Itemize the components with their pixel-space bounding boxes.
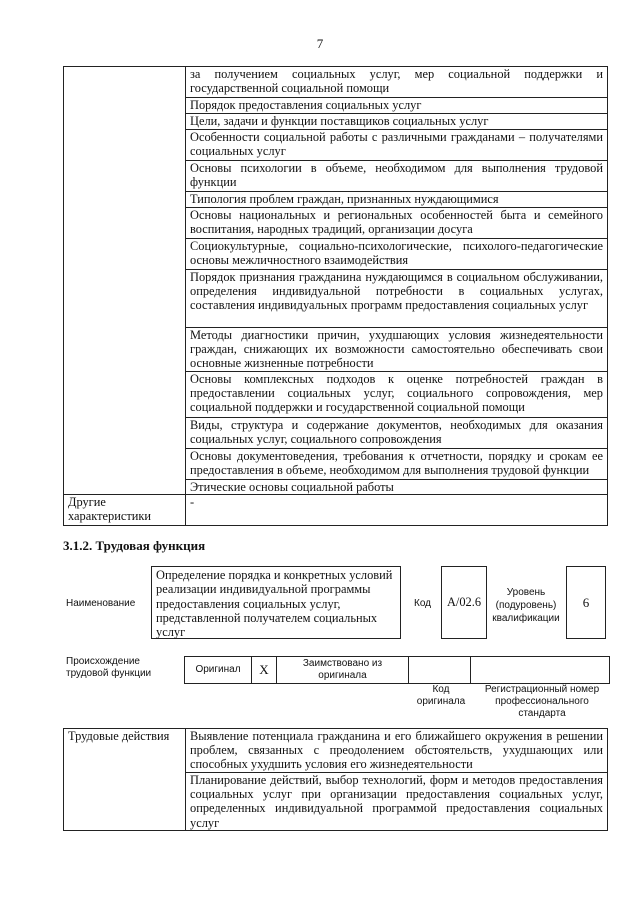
original-cell: Оригинал xyxy=(184,656,252,684)
labor-actions-label: Трудовые действия xyxy=(64,729,186,831)
function-name-box: Определение порядка и конкретных условий реализации индивидуальной программы предоставления социальных услуг, представленной получателем социальных услуг xyxy=(151,566,401,639)
table-row: Выявление потенциала гражданина и его ближайшего окружения в решении проблем, связанных с преодолением обстоятельств, ухудшающих или способных ухудшить условия его жизнедеятельности xyxy=(186,729,608,773)
reg-number-label: Регистрационный номер профессионального стандарта xyxy=(484,684,600,719)
page-number: 7 xyxy=(316,36,324,51)
qualification-level-label: Уровень (подуровень) квалификации xyxy=(492,587,560,624)
table-row: Порядок признания гражданина нуждающимся в социальном обслуживании, определения индивидуальной потребности в социальных услугах, составления индивидуальных программ предоставления социальных услуг xyxy=(186,270,608,328)
table-row: Основы комплексных подходов к оценке потребностей граждан в предоставлении социальных услуг, социального сопровождения, мер социальной поддержки и государственной социальной помощи xyxy=(186,372,608,418)
origin-label xyxy=(66,656,158,680)
table-row: Основы документоведения, требования к отчетности, порядку и срокам ее предоставления в объеме, необходимом для выполнения трудовой функции xyxy=(186,449,608,480)
other-characteristics-value: - xyxy=(186,495,608,526)
table-row: Цели, задачи и функции поставщиков социальных услуг xyxy=(186,114,608,130)
qualification-level-box: 6 xyxy=(566,566,606,639)
knowledge-table xyxy=(63,66,608,526)
original-mark-cell: X xyxy=(251,656,277,684)
code-original-label: Код оригинала xyxy=(416,684,466,707)
code-value-box: A/02.6 xyxy=(441,566,487,639)
table-row: Виды, структура и содержание документов, необходимых для оказания социальных услуг, социального сопровождения xyxy=(186,418,608,449)
table-row: Методы диагностики причин, ухудшающих условия жизнедеятельности граждан, снижающих их возможности самостоятельно обеспечивать свои основные жизненные потребности xyxy=(186,328,608,372)
table-row: Типология проблем граждан, признанных нуждающимися xyxy=(186,192,608,208)
other-characteristics-label: Другие характеристики xyxy=(64,495,186,526)
original-code-cell xyxy=(408,656,471,684)
table-row: Социокультурные, социально-психологические, психолого-педагогические основы межличностного взаимодействия xyxy=(186,239,608,270)
table-row: Основы национальных и региональных особенностей быта и семейного воспитания, народных традиций, организации досуга xyxy=(186,208,608,239)
table-row: Особенности социальной работы с различными гражданами – получателями социальных услуг xyxy=(186,130,608,161)
name-label: Наименование xyxy=(66,598,136,609)
table-left-cell xyxy=(64,67,186,495)
code-label: Код xyxy=(414,598,432,609)
table-row: за получением социальных услуг, мер социальной поддержки и государственной социальной помощи xyxy=(186,67,608,98)
borrowed-cell: Заимствовано из оригинала xyxy=(276,656,409,684)
table-row: Основы психологии в объеме, необходимом для выполнения трудовой функции xyxy=(186,161,608,192)
section-heading: 3.1.2. Трудовая функция xyxy=(63,538,206,553)
table-row: Порядок предоставления социальных услуг xyxy=(186,98,608,114)
origin-label-text: Происхождение трудовой функции xyxy=(66,656,152,679)
table-row: Планирование действий, выбор технологий, форм и методов предоставления социальных услуг при организации предоставления социальных услуг, определенных индивидуальной программой предоставления социальных услуг xyxy=(186,773,608,831)
table-row: Этические основы социальной работы xyxy=(186,480,608,495)
labor-actions-table xyxy=(63,728,608,831)
reg-number-cell xyxy=(470,656,610,684)
